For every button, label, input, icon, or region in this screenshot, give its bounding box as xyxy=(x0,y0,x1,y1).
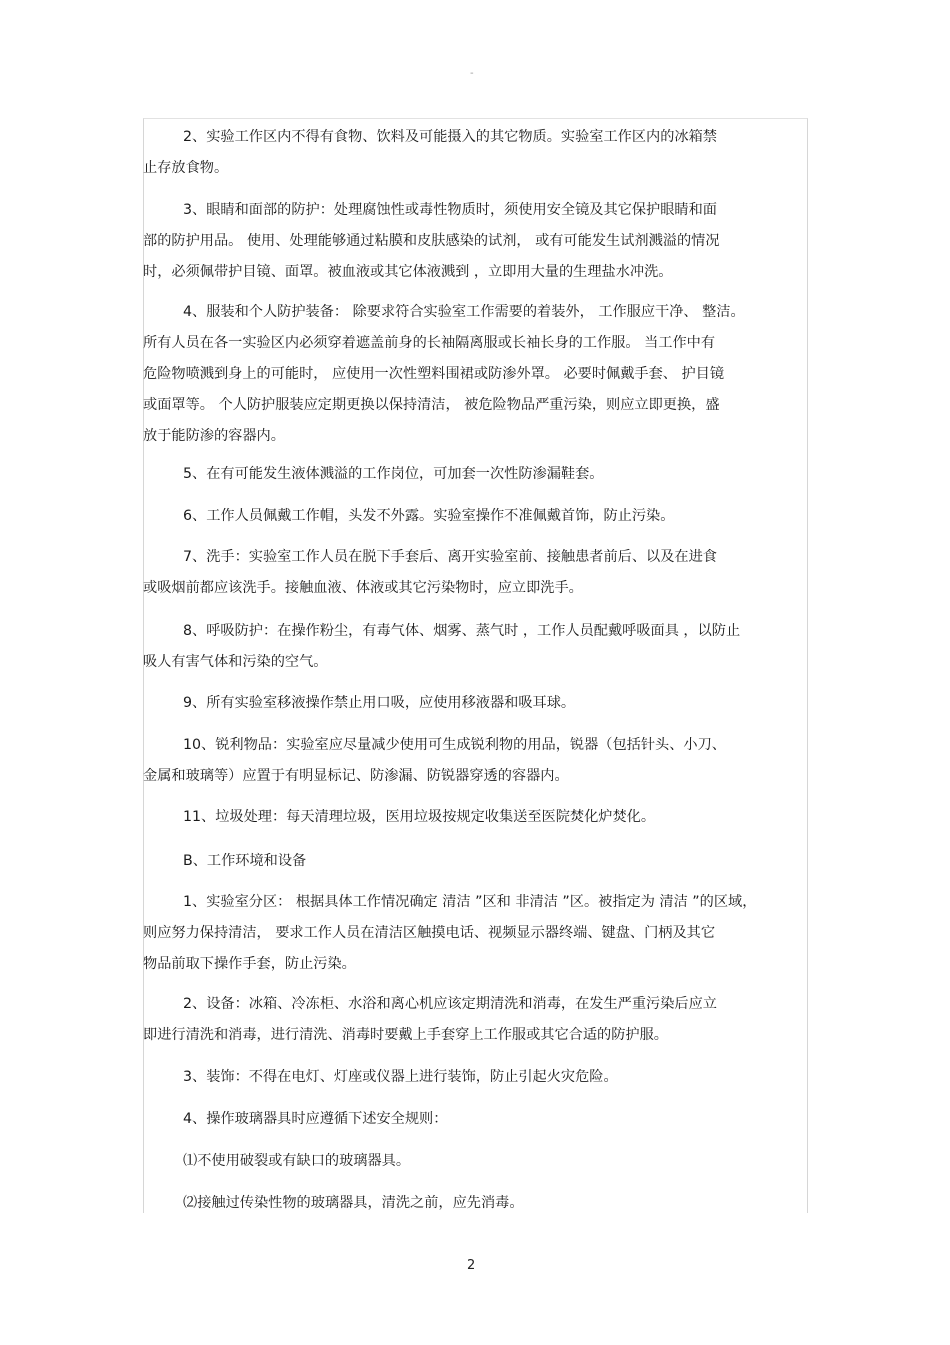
paragraph-line: 吸人有害气体和污染的空气。 xyxy=(143,654,328,670)
paragraph-line: 或吸烟前都应该洗手。接触血液、体液或其它污染物时，应立即洗手。 xyxy=(143,580,583,596)
top-mark: - xyxy=(470,68,474,79)
paragraph xyxy=(143,1188,806,1219)
paragraph xyxy=(143,989,806,1051)
paragraph xyxy=(143,846,806,877)
paragraph-line: 或面罩等。 个人防护服装应定期更换以保持清洁， 被危险物品严重污染，则应立即更换，盛 xyxy=(143,397,720,413)
paragraph-line: 5、在有可能发生液体溅溢的工作岗位，可加套一次性防渗漏鞋套。 xyxy=(183,466,604,482)
paragraph xyxy=(143,459,806,490)
paragraph-line: 2、设备：冰箱、冷冻柜、水浴和离心机应该定期清洗和消毒，在发生严重污染后应立 xyxy=(183,996,717,1012)
paragraph-line: 则应努力保持清洁， 要求工作人员在清洁区触摸电话、视频显示器终端、键盘、门柄及其它 xyxy=(143,925,716,941)
paragraph-line: 止存放食物。 xyxy=(143,160,229,176)
paragraph-line: ⑴不使用破裂或有缺口的玻璃器具。 xyxy=(183,1153,411,1169)
paragraph xyxy=(143,195,806,288)
paragraph-line: 11、垃圾处理：每天清理垃圾，医用垃圾按规定收集送至医院焚化炉焚化。 xyxy=(183,809,656,825)
paragraph xyxy=(143,887,806,980)
paragraph xyxy=(143,542,806,604)
paragraph-line: 即进行清洗和消毒，进行清洗、消毒时要戴上手套穿上工作服或其它合适的防护服。 xyxy=(143,1027,668,1043)
page-number: 2 xyxy=(467,1258,476,1273)
paragraph xyxy=(143,122,806,184)
paragraph-line: 放于能防渗的容器内。 xyxy=(143,428,285,444)
paragraph-line: 8、呼吸防护：在操作粉尘，有毒气体、烟雾、蒸气时 ，工作人员配戴呼吸面具 ，以防止 xyxy=(183,623,741,639)
paragraph xyxy=(143,730,806,792)
paragraph-line: B、工作环境和设备 xyxy=(183,853,307,869)
paragraph xyxy=(143,1146,806,1177)
paragraph-line: 金属和玻璃等）应置于有明显标记、防渗漏、防锐器穿透的容器内。 xyxy=(143,768,569,784)
paragraph xyxy=(143,1062,806,1093)
paragraph-line: 3、眼睛和面部的防护：处理腐蚀性或毒性物质时，须使用安全镜及其它保护眼睛和面 xyxy=(183,202,717,218)
paragraph-line: 1、实验室分区： 根据具体工作情况确定 清洁 ”区和 非清洁 ”区。被指定为 清洁 ”的区域， xyxy=(183,894,757,910)
paragraph xyxy=(143,616,806,678)
paragraph xyxy=(143,501,806,532)
paragraph-line: 9、所有实验室移液操作禁止用口吸，应使用移液器和吸耳球。 xyxy=(183,695,576,711)
paragraph-line: ⑵接触过传染性物的玻璃器具，清洗之前，应先消毒。 xyxy=(183,1195,524,1211)
paragraph xyxy=(143,297,806,452)
paragraph xyxy=(143,802,806,833)
paragraph-line: 时，必须佩带护目镜、面罩。被血液或其它体液溅到 ，立即用大量的生理盐水冲洗。 xyxy=(143,264,673,280)
paragraph-line: 4、操作玻璃器具时应遵循下述安全规则： xyxy=(183,1111,448,1127)
paragraph-line: 部的防护用品。 使用、处理能够通过粘膜和皮肤感染的试剂， 或有可能发生试剂溅溢的情况 xyxy=(143,233,720,249)
paragraph xyxy=(143,1104,806,1135)
paragraph-line: 6、工作人员佩戴工作帽，头发不外露。实验室操作不准佩戴首饰，防止污染。 xyxy=(183,508,675,524)
paragraph-line: 危险物喷溅到身上的可能时， 应使用一次性塑料围裙或防渗外罩。 必要时佩戴手套、 护目镜 xyxy=(143,366,725,382)
paragraph-line: 3、装饰：不得在电灯、灯座或仪器上进行装饰，防止引起火灾危险。 xyxy=(183,1069,618,1085)
paragraph-line: 7、洗手：实验室工作人员在脱下手套后、离开实验室前、接触患者前后、以及在进食 xyxy=(183,549,717,565)
paragraph xyxy=(143,688,806,719)
paragraph-line: 2、实验工作区内不得有食物、饮料及可能摄入的其它物质。实验室工作区内的冰箱禁 xyxy=(183,129,717,145)
paragraph-line: 所有人员在各一实验区内必须穿着遮盖前身的长袖隔离服或长袖长身的工作服。 当工作中有 xyxy=(143,335,716,351)
paragraph-line: 10、锐利物品：实验室应尽量减少使用可生成锐利物的用品，锐器（包括针头、小刀、 xyxy=(183,737,726,753)
paragraph-line: 4、服装和个人防护装备： 除要求符合实验室工作需要的着装外， 工作服应干净、 整洁。 xyxy=(183,304,745,320)
paragraph-line: 物品前取下操作手套，防止污染。 xyxy=(143,956,356,972)
